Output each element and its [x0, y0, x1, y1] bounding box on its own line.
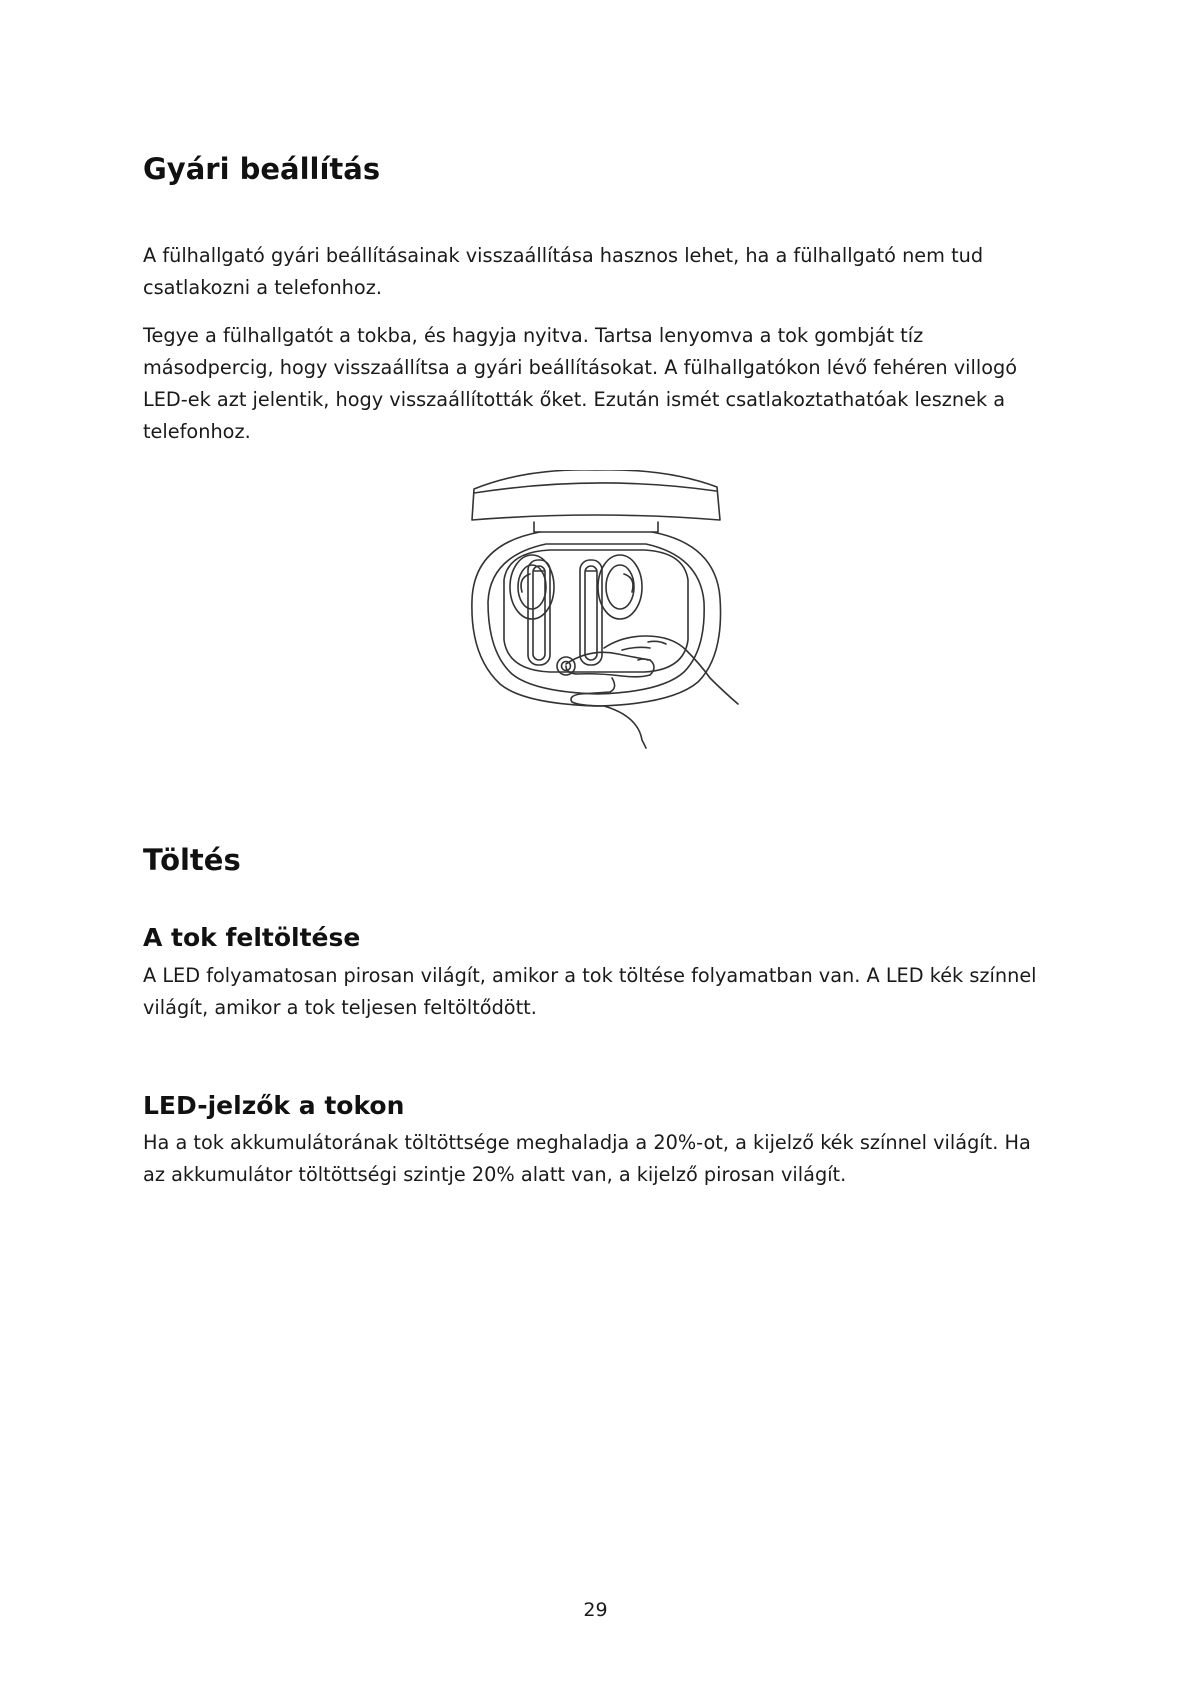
text-line: A LED folyamatosan pirosan világít, amikor a tok töltése folyamatban van. A LED kék színnel [143, 964, 1037, 987]
case-charging-paragraph [143, 960, 1048, 1024]
text-line: A fülhallgató gyári beállításainak visszaállítása hasznos lehet, ha a fülhallgató nem tud [143, 244, 984, 267]
text-line: csatlakozni a telefonhoz. [143, 276, 382, 299]
text-line: másodpercig, hogy visszaállítsa a gyári beállításokat. A fülhallgatókon lévő fehéren villogó [143, 356, 1018, 379]
text-line: világít, amikor a tok teljesen feltöltődött. [143, 996, 537, 1019]
text-line: LED-ek azt jelentik, hogy visszaállították őket. Ezután ismét csatlakoztathatóak lesznek a [143, 388, 1006, 411]
text-line: az akkumulátor töltöttségi szintje 20% alatt van, a kijelző pirosan világít. [143, 1163, 847, 1186]
heading-led-indicators: LED-jelzők a tokon [143, 1091, 405, 1120]
text-line: Ha a tok akkumulátorának töltöttsége meghaladja a 20%-ot, a kijelző kék színnel világít. Ha [143, 1131, 1031, 1154]
text-line: Tegye a fülhallgatót a tokba, és hagyja nyitva. Tartsa lenyomva a tok gombját tíz [143, 324, 924, 347]
case-lid-outline [472, 470, 720, 520]
earbuds-case-reset-illustration [462, 470, 744, 754]
text-line: telefonhoz. [143, 420, 251, 443]
led-indicators-paragraph [143, 1127, 1048, 1191]
heading-charging: Töltés [143, 843, 241, 877]
factory-reset-instructions-paragraph [143, 320, 1048, 448]
left-earbud [510, 555, 554, 665]
hand-pressing-button [566, 636, 738, 748]
page-number: 29 [583, 1599, 608, 1621]
heading-case-charging: A tok feltöltése [143, 923, 361, 952]
case-hinge [534, 522, 658, 532]
case-lid-inner-edge [474, 483, 716, 493]
heading-factory-reset: Gyári beállítás [143, 152, 381, 186]
factory-reset-intro-paragraph [143, 240, 1048, 304]
